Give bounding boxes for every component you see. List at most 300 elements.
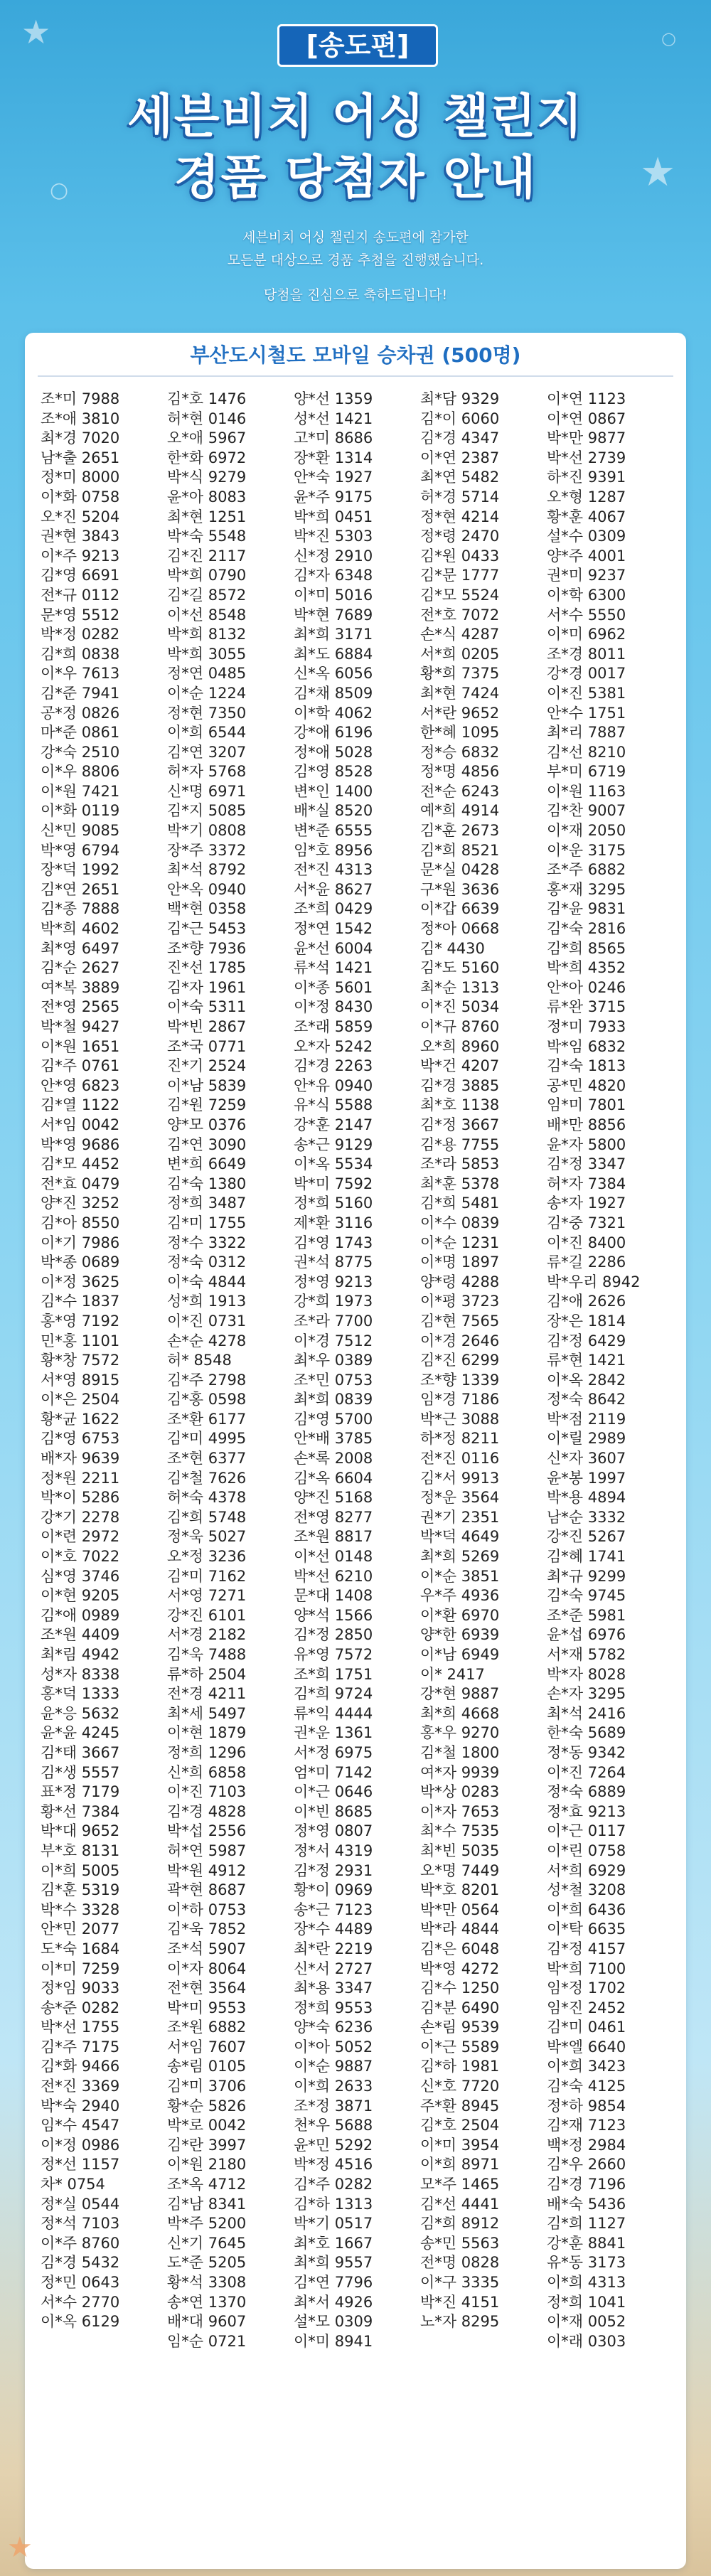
winner-entry: 신*자 3607	[547, 1450, 626, 1468]
winner-entry: 박*섭 2556	[167, 1822, 247, 1840]
winner-entry: 예*희 4914	[420, 802, 500, 820]
winner-entry: 박*희 8132	[167, 626, 247, 643]
winner-entry: 이*옥 2842	[547, 1371, 626, 1389]
winner-entry: 조*준 5981	[547, 1606, 626, 1624]
winner-entry: 양*령 4288	[420, 1273, 500, 1290]
winner-entry: 김*숙 9745	[547, 1587, 626, 1605]
winner-entry: 백*정 2984	[547, 2136, 626, 2154]
winner-entry: 이*옥 5534	[294, 1155, 373, 1173]
winner-entry: 이*희 3423	[547, 2058, 626, 2075]
winner-entry: 양*주 4001	[547, 547, 626, 565]
winner-entry: 박*선 2739	[547, 449, 626, 466]
winner-entry: 김*수 1250	[420, 1979, 500, 1997]
winner-entry: 이*연 1123	[547, 390, 626, 407]
winner-entry: 조*라 5853	[420, 1155, 500, 1173]
winner-entry: 박*자 8028	[547, 1665, 626, 1683]
winner-entry: 허* 8548	[167, 1352, 232, 1369]
winner-entry: 정*석 7103	[41, 2215, 120, 2233]
winner-entry: 류*하 2504	[167, 1665, 247, 1683]
winners-column-5	[547, 390, 673, 2351]
winner-entry: 신*호 7720	[420, 2078, 500, 2095]
winner-entry: 공*정 0826	[41, 704, 120, 722]
winner-entry: 류*익 4444	[294, 1704, 373, 1722]
winner-entry: 이*진 8400	[547, 1234, 626, 1251]
winner-entry: 성*자 8338	[41, 1665, 120, 1683]
winner-entry: 조*현 6377	[167, 1450, 247, 1468]
winner-entry: 우*주 4936	[420, 1587, 500, 1605]
winner-entry: 윤*봉 1997	[547, 1469, 626, 1487]
winner-entry: 강*애 6196	[294, 724, 373, 742]
winner-entry: 송*준 0282	[41, 1999, 120, 2016]
winner-entry: 민*홍 1101	[41, 1332, 120, 1350]
winner-entry: 문*실 0428	[420, 861, 500, 879]
winner-entry: 한*혜 1095	[420, 724, 500, 742]
winner-entry: 정*숙 0312	[167, 1254, 247, 1271]
winner-entry: 최*규 9299	[547, 1567, 626, 1585]
winner-entry: 최*희 9557	[294, 2254, 373, 2272]
winner-entry: 정*희 1041	[547, 2293, 626, 2311]
starfish-icon: ★	[7, 2531, 33, 2564]
winner-entry: 박*철 9427	[41, 1018, 120, 1035]
winner-entry: 최*우 0389	[294, 1352, 373, 1369]
winner-entry: 김*희 9724	[294, 1685, 373, 1703]
winner-entry: 김*숙 2816	[547, 920, 626, 938]
winner-entry: 구*원 3636	[420, 880, 500, 898]
winner-entry: 손*식 4287	[420, 626, 500, 643]
winner-entry: 김*경 2263	[294, 1057, 373, 1075]
winner-entry: 김*정 3347	[547, 1155, 626, 1173]
winner-entry: 김*중 7321	[547, 1214, 626, 1231]
winner-entry: 박*건 4207	[420, 1057, 500, 1075]
winner-entry: 박*숙 5548	[167, 528, 247, 545]
winner-entry: 송*자 1927	[547, 1195, 626, 1212]
winner-entry: 김*모 4452	[41, 1155, 120, 1173]
winner-entry: 이*정 0986	[41, 2136, 120, 2154]
winner-entry: 성*희 1913	[167, 1293, 247, 1310]
winner-entry: 이*진 5034	[420, 998, 500, 1016]
winner-entry: 전*효 0479	[41, 1175, 120, 1192]
winner-entry: 전*규 0112	[41, 586, 120, 604]
winner-entry: 안*민 2077	[41, 1920, 120, 1938]
winner-entry: 오*정 3236	[167, 1548, 247, 1566]
winner-entry: 박*정 0282	[41, 626, 120, 643]
winner-entry: 박*주 5200	[167, 2215, 247, 2233]
winner-entry: 이*주 9213	[41, 547, 120, 565]
winner-entry: 제*환 3116	[294, 1214, 373, 1231]
winner-entry: 강*기 2278	[41, 1508, 120, 1526]
winner-entry: 이*진 5381	[547, 684, 626, 702]
winner-entry: 김*도 5160	[420, 959, 500, 977]
event-tag: [송도편]	[277, 24, 438, 67]
winner-entry: 윤*선 6004	[294, 939, 373, 957]
winner-entry: 표*정 7179	[41, 1783, 120, 1801]
winner-entry: 최*경 7020	[41, 429, 120, 447]
winner-entry: 이*희 6436	[547, 1901, 626, 1918]
winner-entry: 박*호 8201	[420, 1881, 500, 1899]
winner-entry: 이*환 6970	[420, 1606, 500, 1624]
winner-entry: 오*자 5242	[294, 1037, 373, 1055]
winner-entry: 전*진 0116	[420, 1450, 500, 1468]
winner-entry: 이*자 7653	[420, 1802, 500, 1820]
winner-entry: 배*숙 5436	[547, 2195, 626, 2213]
winner-entry: 김*정 4157	[547, 1940, 626, 1957]
winner-entry: 김*생 5557	[41, 1763, 120, 1781]
page-title-line1: 세븐비치 어싱 챌린지	[127, 89, 584, 144]
winner-entry: 이*순 9887	[294, 2058, 373, 2075]
winner-entry: 서*임 7607	[167, 2038, 247, 2056]
winner-entry: 부*호 8131	[41, 1842, 120, 1859]
winner-entry: 박*희 7100	[547, 1960, 626, 1977]
page-title-line2: 경품 당첨자 안내	[173, 150, 538, 205]
winner-entry: 최*순 1313	[420, 978, 500, 996]
starfish-icon: ★	[640, 149, 676, 196]
winner-entry: 박*로 0042	[167, 2117, 247, 2134]
winner-entry: 이*수 0839	[420, 1214, 500, 1231]
winner-entry: 김*열 1122	[41, 1096, 120, 1114]
winner-entry: 박*미 9553	[167, 1999, 247, 2016]
winner-entry: 김*미 4995	[167, 1430, 247, 1448]
winner-entry: 박*점 2119	[547, 1410, 626, 1428]
winner-entry: 김*준 7941	[41, 684, 120, 702]
winner-entry: 김*재 7123	[547, 2117, 626, 2134]
winner-entry: 정*서 4319	[294, 1842, 373, 1859]
winner-entry: 남*출 2651	[41, 449, 120, 466]
winner-entry: 김*채 8509	[294, 684, 373, 702]
winner-entry: 이*화 0119	[41, 802, 120, 820]
winner-entry: 여*자 9939	[420, 1763, 500, 1781]
winner-entry: 이*빈 8685	[294, 1802, 373, 1820]
winner-entry: 최*담 9329	[420, 390, 500, 407]
winner-entry: 배*실 8520	[294, 802, 373, 820]
winner-entry: 류*길 2286	[547, 1254, 626, 1271]
winner-entry: 이*순 1224	[167, 684, 247, 702]
winner-entry: 안*옥 0940	[167, 880, 247, 898]
winner-entry: 권*미 9237	[547, 567, 626, 584]
winner-entry: 이*남 5839	[167, 1076, 247, 1094]
winner-entry: 조*석 5907	[167, 1940, 247, 1957]
winner-entry: 최*연 5482	[420, 469, 500, 486]
winner-entry: 조*원 4409	[41, 1626, 120, 1644]
winner-entry: 송*연 1370	[167, 2293, 247, 2311]
intro-line-2: 모든분 대상으로 경품 추첨을 진행했습니다.	[227, 252, 484, 268]
winner-entry: 이*운 3175	[547, 841, 626, 859]
prize-title: 부산도시철도 모바일 승차권 (500명)	[190, 343, 521, 367]
winner-entry: 박*만 0564	[420, 1901, 500, 1918]
winner-entry: 정*숙 8642	[547, 1391, 626, 1409]
winner-entry: 박*식 9279	[167, 469, 247, 486]
winner-entry: 김*옥 6604	[294, 1469, 373, 1487]
winner-entry: 김*윤 9831	[547, 900, 626, 918]
winner-entry: 신*희 6858	[167, 1763, 247, 1781]
winner-entry: 황*희 7375	[420, 665, 500, 683]
winner-entry: 최*희 0839	[294, 1391, 373, 1409]
winner-entry: 이*선 0148	[294, 1548, 373, 1566]
winner-entry: 김*영 6691	[41, 567, 120, 584]
winner-entry: 마*준 0861	[41, 724, 120, 742]
winner-entry: 황*석 3308	[167, 2274, 247, 2291]
winner-entry: 신*명 6971	[167, 782, 247, 800]
winner-entry: 윤*민 5292	[294, 2136, 373, 2154]
winner-entry: 허*경 5714	[420, 488, 500, 506]
winner-entry: 최*수 7535	[420, 1822, 500, 1840]
winner-entry: 서*수 5550	[547, 606, 626, 624]
winner-entry: 서*임 0042	[41, 1116, 120, 1133]
winner-entry: 이*규 8760	[420, 1018, 500, 1035]
winner-entry: 박*이 5286	[41, 1489, 120, 1507]
winner-entry: 김*정 3667	[420, 1116, 500, 1133]
winner-entry: 이*우 8806	[41, 763, 120, 781]
winner-entry: 김*숙 1813	[547, 1057, 626, 1075]
winner-entry: 서*수 2770	[41, 2293, 120, 2311]
winner-entry: 김*숙 1380	[167, 1175, 247, 1192]
winner-entry: 박*용 4894	[547, 1489, 626, 1507]
winner-entry: 이*미 7259	[41, 1960, 120, 1977]
winner-entry: 김*미 7162	[167, 1567, 247, 1585]
winner-entry: 양*진 3252	[41, 1195, 120, 1212]
winner-entry: 김*자 1961	[167, 978, 247, 996]
winner-entry: 이*미 5016	[294, 586, 373, 604]
winner-entry: 이*현 9205	[41, 1587, 120, 1605]
winners-column-1	[41, 390, 167, 2351]
winner-entry: 박*선 1755	[41, 2019, 120, 2036]
winner-entry: 강*숙 2510	[41, 743, 120, 761]
winner-entry: 김*희 8912	[420, 2215, 500, 2233]
winner-entry: 임*진 2452	[547, 1999, 626, 2016]
winner-entry: 김*홍 0598	[167, 1391, 247, 1409]
winner-entry: 조*정 3871	[294, 2097, 373, 2115]
winner-entry: 정*승 6832	[420, 743, 500, 761]
winner-entry: 설*모 0309	[294, 2313, 373, 2331]
winner-entry: 김*욱 7852	[167, 1920, 247, 1938]
winner-entry: 김*주 0761	[41, 1057, 120, 1075]
winner-entry: 이*선 8548	[167, 606, 247, 624]
winner-entry: 이*정 3625	[41, 1273, 120, 1290]
winners-column-2	[167, 390, 294, 2351]
winner-entry: 김*은 6048	[420, 1940, 500, 1957]
winner-entry: 김*정 6429	[547, 1332, 626, 1350]
winner-entry: 이*자 8064	[167, 1960, 247, 1977]
winner-entry: 서*란 9652	[420, 704, 500, 722]
winner-entry: 임*정 1702	[547, 1979, 626, 1997]
winner-entry: 장*덕 1992	[41, 861, 120, 879]
winner-entry: 오*진 5204	[41, 508, 120, 525]
winner-entry: 정*희 1296	[167, 1743, 247, 1761]
winner-entry: 최*희 3171	[294, 626, 373, 643]
winner-entry: 한*화 6972	[167, 449, 247, 466]
winner-entry: 박*근 3088	[420, 1410, 500, 1428]
winner-entry: 성*철 3208	[547, 1881, 626, 1899]
winner-entry: 홍*재 3295	[547, 880, 626, 898]
winner-entry: 황*이 0969	[294, 1881, 373, 1899]
winner-entry: 황*균 1622	[41, 1410, 120, 1428]
winner-entry: 서*영 7271	[167, 1587, 247, 1605]
winner-entry: 문*대 1408	[294, 1587, 373, 1605]
winner-entry: 유*영 7572	[294, 1646, 373, 1663]
winner-entry: 이*탁 6635	[547, 1920, 626, 1938]
winner-entry: 주*환 8945	[420, 2097, 500, 2115]
winner-entry: 김*선 4441	[420, 2195, 500, 2213]
winner-entry: 류*현 1421	[547, 1352, 626, 1369]
winner-entry: 서*재 5782	[547, 1646, 626, 1663]
winner-entry: 강*경 0017	[547, 665, 626, 683]
winner-entry: 백*현 0358	[167, 900, 247, 918]
winner-entry: 김*훈 5319	[41, 1881, 120, 1899]
winner-entry: 송*림 0105	[167, 2058, 247, 2075]
winner-entry: 김*경 4828	[167, 1802, 247, 1820]
winner-entry: 이*원 2180	[167, 2156, 247, 2174]
winner-entry: 최*훈 5378	[420, 1175, 500, 1192]
winner-entry: 장*환 1314	[294, 449, 373, 466]
winner-entry: 김*순 2627	[41, 959, 120, 977]
winner-entry: 김*서 9913	[420, 1469, 500, 1487]
bubble-icon: ○	[661, 28, 676, 48]
winner-entry: 최*희 5269	[420, 1548, 500, 1566]
winner-entry: 서*희 6929	[547, 1861, 626, 1879]
winner-entry: 이*평 3723	[420, 1293, 500, 1310]
winner-entry: 김*주 2798	[167, 1371, 247, 1389]
winner-entry: 유*동 3173	[547, 2254, 626, 2272]
winner-entry: 김*미 1755	[167, 1214, 247, 1231]
winner-entry: 양*진 5168	[294, 1489, 373, 1507]
winner-entry: 박*진 5303	[294, 528, 373, 545]
winner-entry: 정*명 4856	[420, 763, 500, 781]
winner-entry: 김*이 6060	[420, 410, 500, 427]
winner-entry: 강*진 6101	[167, 1606, 247, 1624]
winner-entry: 최*서 4926	[294, 2293, 373, 2311]
winner-entry: 김*원 7259	[167, 1096, 247, 1114]
winner-entry: 오*희 8960	[420, 1037, 500, 1055]
winner-entry: 윤*윤 4245	[41, 1724, 120, 1742]
winner-entry: 양*한 6939	[420, 1626, 500, 1644]
winner-entry: 진*선 1785	[167, 959, 247, 977]
winner-entry: 이*희 5005	[41, 1861, 120, 1879]
winner-entry: 김*희 5481	[420, 1195, 500, 1212]
winner-entry: 신*기 7645	[167, 2234, 247, 2252]
winner-entry: 양*모 0376	[167, 1116, 247, 1133]
starfish-icon: ★	[21, 13, 51, 51]
winner-entry: 하*정 8211	[420, 1430, 500, 1448]
winner-entry: 변*인 1400	[294, 782, 373, 800]
winner-entry: 김*애 2626	[547, 1293, 626, 1310]
winner-entry: 이*학 4062	[294, 704, 373, 722]
winner-entry: 장*수 4489	[294, 1920, 373, 1938]
winner-entry: 손*록 2008	[294, 1450, 373, 1468]
winner-entry: 김*희 0838	[41, 645, 120, 663]
winner-entry: 이*희 2633	[294, 2078, 373, 2095]
winner-entry: 임*경 7186	[420, 1391, 500, 1409]
winner-entry: 변*희 6649	[167, 1155, 247, 1173]
winner-entry: 김*경 4347	[420, 429, 500, 447]
winner-entry: 송*근 7123	[294, 1901, 373, 1918]
winner-entry: 김*용 7755	[420, 1135, 500, 1153]
winner-entry: 이*경 7512	[294, 1332, 373, 1350]
winner-entry: 강*훈 8841	[547, 2234, 626, 2252]
winner-entry: 이*현 1879	[167, 1724, 247, 1742]
winner-entry: 박*진 4151	[420, 2293, 500, 2311]
winner-entry: 박*희 3055	[167, 645, 247, 663]
winner-entry: 최*현 1251	[167, 508, 247, 525]
winner-entry: 이*주 8760	[41, 2234, 120, 2252]
winner-entry: 신*옥 6056	[294, 665, 373, 683]
winner-entry: 공*민 4820	[547, 1076, 626, 1094]
header	[0, 0, 711, 341]
winner-entry: 박*엘 6640	[547, 2038, 626, 2056]
winner-entry: 권*석 8775	[294, 1254, 373, 1271]
winner-entry: 이*원 7421	[41, 782, 120, 800]
winner-entry: 박*기 0517	[294, 2215, 373, 2233]
winner-entry: 이*옥 6129	[41, 2313, 120, 2331]
winner-entry: 문*영 5512	[41, 606, 120, 624]
winner-entry: 설*수 0309	[547, 528, 626, 545]
winner-entry: 권*기 2351	[420, 1508, 500, 1526]
winner-entry: 전*명 0828	[420, 2254, 500, 2272]
winner-entry: 윤*주 9175	[294, 488, 373, 506]
winner-entry: 임*순 0721	[167, 2332, 247, 2350]
winner-entry: 박*만 9877	[547, 429, 626, 447]
winner-entry: 김*영 5700	[294, 1410, 373, 1428]
winner-entry: 이*미 6962	[547, 626, 626, 643]
winner-entry: 이*재 2050	[547, 822, 626, 840]
winner-entry: 김*경 7196	[547, 2176, 626, 2193]
winner-entry: 서*윤 8627	[294, 880, 373, 898]
winner-entry: 장*은 1814	[547, 1312, 626, 1330]
winner-entry: 박*대 9652	[41, 1822, 120, 1840]
winner-entry: 박*우리 8942	[547, 1273, 641, 1290]
winner-entry: 정*원 2211	[41, 1469, 120, 1487]
winner-entry: 노*자 8295	[420, 2313, 500, 2331]
winner-entry: 김*자 6348	[294, 567, 373, 584]
winner-entry: 배*대 9607	[167, 2313, 247, 2331]
winner-entry: 홍*덕 1333	[41, 1685, 120, 1703]
winner-entry: 전*진 4313	[294, 861, 373, 879]
winner-entry: 정*연 0485	[167, 665, 247, 683]
winner-entry: 김*호 2504	[420, 2117, 500, 2134]
winner-entry: 김*영 6753	[41, 1430, 120, 1448]
winner-entry: 손*림 9539	[420, 2019, 500, 2036]
winner-entry: 이*진 0731	[167, 1312, 247, 1330]
winners-list	[41, 390, 673, 2351]
winner-entry: 조*원 6882	[167, 2019, 247, 2036]
winners-column-3	[294, 390, 420, 2351]
winner-entry: 이*순 3851	[420, 1567, 500, 1585]
winner-entry: 정*현 4214	[420, 508, 500, 525]
winner-entry: 황*창 7572	[41, 1352, 120, 1369]
winner-entry: 조*희 1751	[294, 1665, 373, 1683]
winner-entry: 김*현 7565	[420, 1312, 500, 1330]
winner-entry: 최*란 2219	[294, 1940, 373, 1957]
winner-entry: 박*희 0451	[294, 508, 373, 525]
winner-entry: 정*숙 6889	[547, 1783, 626, 1801]
winner-entry: 전*영 2565	[41, 998, 120, 1016]
winner-entry: 전*호 7072	[420, 606, 500, 624]
winner-entry: 이*남 6949	[420, 1646, 500, 1663]
winner-entry: 김*화 9466	[41, 2058, 120, 2075]
winner-entry: 박*영 6794	[41, 841, 120, 859]
winner-entry: 이*연 2387	[420, 449, 500, 466]
winner-entry: 변*준 6555	[294, 822, 373, 840]
winner-entry: 김*종 7888	[41, 900, 120, 918]
winner-entry: 최*도 6884	[294, 645, 373, 663]
winner-entry: 김*희 8565	[547, 939, 626, 957]
winner-entry: 임*호 8956	[294, 841, 373, 859]
winner-entry: 이*학 6300	[547, 586, 626, 604]
winner-entry: 강*현 9887	[420, 1685, 500, 1703]
winner-entry: 정*애 5028	[294, 743, 373, 761]
winner-entry: 최*림 4942	[41, 1646, 120, 1663]
winner-entry: 김*진 6299	[420, 1352, 500, 1369]
winner-entry: 박*현 7689	[294, 606, 373, 624]
winner-entry: 이*호 7022	[41, 1548, 120, 1566]
